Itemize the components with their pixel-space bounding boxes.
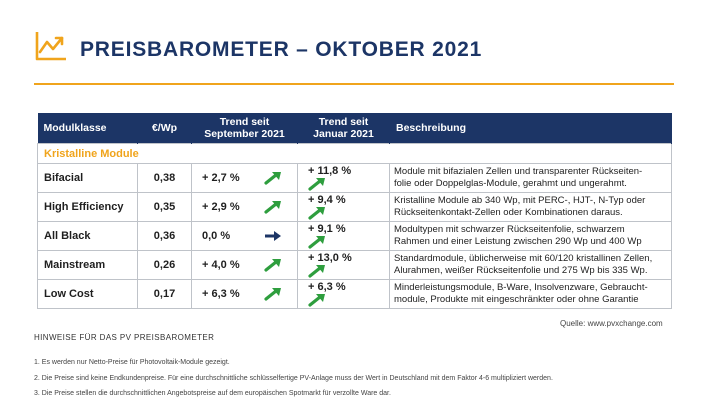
cell-model: Mainstream <box>38 251 138 280</box>
table-row <box>38 280 672 309</box>
note-3: 3. Die Preise stellen die durchschnittlichen Angebotspreise auf dem europäischen Spotmarkt für verzollte Ware dar. <box>34 390 391 397</box>
cell-description: Kristalline Module ab 340 Wp, mit PERC-, HJT-, N-Typ oder Rückseitenkontakt-Zellen oder Kombinationen daraus. <box>390 193 672 222</box>
table-header-row <box>38 113 672 144</box>
cell-trend-january: + 9,4 % <box>298 193 390 222</box>
arrow-right-icon <box>264 229 282 243</box>
page-title: PREISBAROMETER – OKTOBER 2021 <box>80 38 483 61</box>
cell-trend-january: + 9,1 % <box>298 222 390 251</box>
cell-description: Module mit bifazialen Zellen und transparenter Rückseiten- folie oder Doppelglas-Module, gerahmt und ungerahmt. <box>390 164 672 193</box>
cell-trend-september: + 2,7 % <box>192 164 298 193</box>
cell-price: 0,26 <box>138 251 192 280</box>
header-description: Beschreibung <box>390 113 672 144</box>
arrow-up-right-icon <box>308 293 326 307</box>
title-divider <box>34 83 674 85</box>
cell-trend-september: 0,0 % <box>192 222 298 251</box>
notes-heading: HINWEISE FÜR DAS PV PREISBAROMETER <box>34 333 215 342</box>
arrow-up-right-icon <box>264 171 282 185</box>
cell-trend-september: + 6,3 % <box>192 280 298 309</box>
arrow-up-right-icon <box>264 287 282 301</box>
arrow-up-right-icon <box>308 206 326 220</box>
source-note: Quelle: www.pvxchange.com <box>560 319 663 328</box>
cell-trend-september: + 4,0 % <box>192 251 298 280</box>
arrow-up-right-icon <box>308 264 326 278</box>
cell-trend-january: + 6,3 % <box>298 280 390 309</box>
cell-price: 0,35 <box>138 193 192 222</box>
header-price: €/Wp <box>138 113 192 144</box>
note-2: 2. Die Preise sind keine Endkundenpreise. Für eine durchschnittliche schlüsselfertige PV-Anlage muss der Wert in Deutschland mit dem Faktor 4-6 multipliziert werden. <box>34 375 553 382</box>
chart-logo-icon <box>34 30 68 62</box>
arrow-up-right-icon <box>264 200 282 214</box>
section-row <box>38 144 672 164</box>
cell-model: Low Cost <box>38 280 138 309</box>
table-row <box>38 222 672 251</box>
table-row <box>38 251 672 280</box>
note-1: 1. Es werden nur Netto-Preise für Photovoltaik-Module gezeigt. <box>34 359 230 366</box>
cell-model: Bifacial <box>38 164 138 193</box>
cell-trend-january: + 11,8 % <box>298 164 390 193</box>
cell-description: Standardmodule, üblicherweise mit 60/120 kristallinen Zellen, Alurahmen, weißer Rückseitenfolie und 275 Wp bis 335 Wp. <box>390 251 672 280</box>
table-row <box>38 193 672 222</box>
arrow-up-right-icon <box>308 177 326 191</box>
cell-description: Minderleistungsmodule, B-Ware, Insolvenzware, Gebraucht- module, Produkte mit eingeschränkter oder ohne Garantie <box>390 280 672 309</box>
cell-price: 0,36 <box>138 222 192 251</box>
table-row <box>38 164 672 193</box>
cell-trend-september: + 2,9 % <box>192 193 298 222</box>
header-trend-january: Trend seit Januar 2021 <box>298 113 390 144</box>
header-modulklasse: Modulklasse <box>38 113 138 144</box>
section-label: Kristalline Module <box>38 144 672 164</box>
cell-trend-january: + 13,0 % <box>298 251 390 280</box>
arrow-up-right-icon <box>264 258 282 272</box>
price-table <box>37 113 672 309</box>
cell-description: Modultypen mit schwarzer Rückseitenfolie, schwarzem Rahmen und einer Leistung zwischen 290 Wp und 400 Wp <box>390 222 672 251</box>
arrow-up-right-icon <box>308 235 326 249</box>
cell-price: 0,38 <box>138 164 192 193</box>
cell-model: All Black <box>38 222 138 251</box>
cell-model: High Efficiency <box>38 193 138 222</box>
header-trend-september: Trend seit September 2021 <box>192 113 298 144</box>
cell-price: 0,17 <box>138 280 192 309</box>
